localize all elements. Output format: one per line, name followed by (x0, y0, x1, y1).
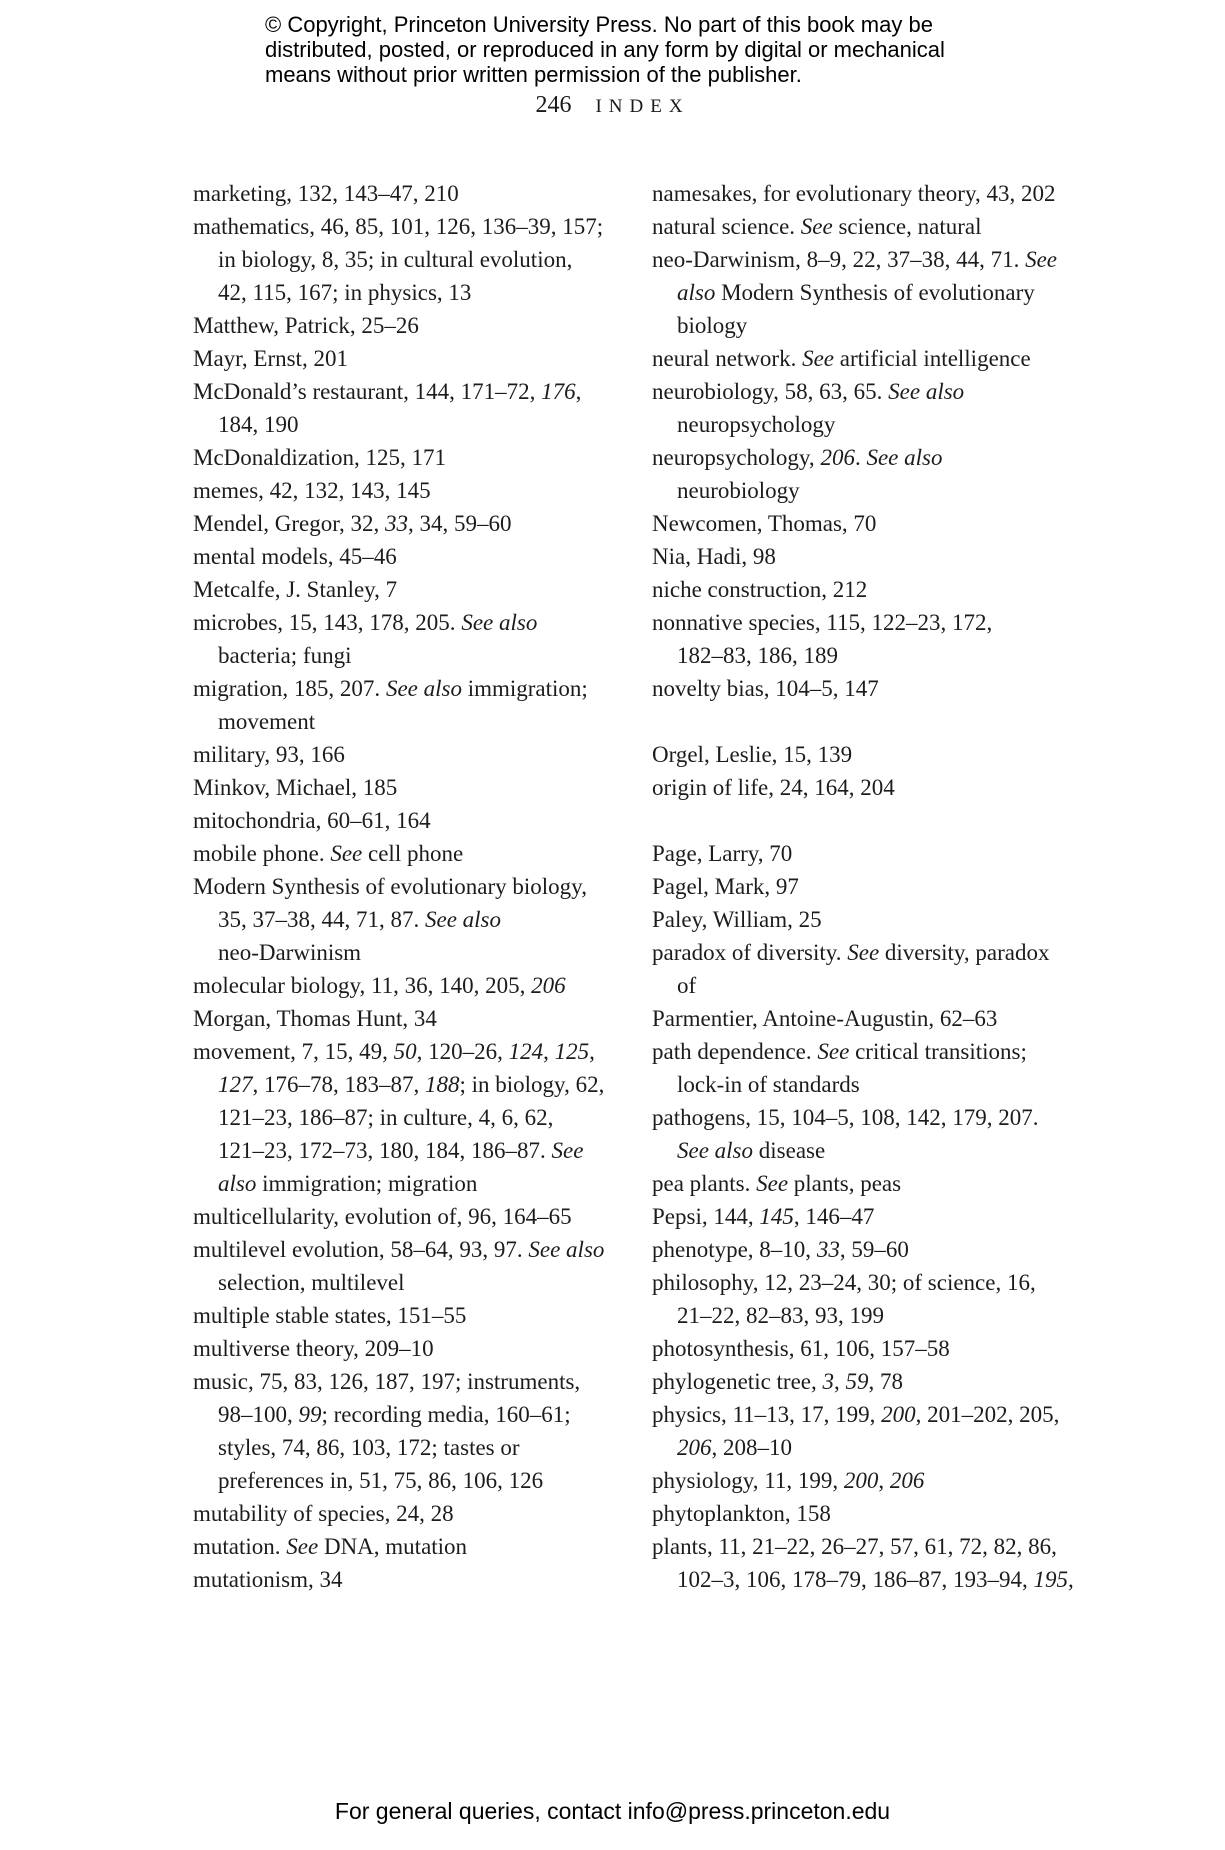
index-line: preferences in, 51, 75, 86, 106, 126 (218, 1468, 544, 1493)
index-line: McDonaldization, 125, 171 (193, 445, 446, 470)
index-line: Matthew, Patrick, 25–26 (193, 313, 419, 338)
copyright-notice (265, 12, 945, 87)
index-line: also Modern Synthesis of evolutionary (677, 280, 1035, 305)
index-line: 182–83, 186, 189 (677, 643, 838, 668)
index-line: mobile phone. See cell phone (193, 841, 464, 866)
index-line: marketing, 132, 143–47, 210 (193, 181, 459, 206)
index-line: Mendel, Gregor, 32, 33, 34, 59–60 (193, 511, 512, 536)
index-line: selection, multilevel (218, 1270, 405, 1295)
index-line: Mayr, Ernst, 201 (193, 346, 348, 371)
index-line: multiverse theory, 209–10 (193, 1336, 434, 1361)
index-line: namesakes, for evolutionary theory, 43, 202 (652, 181, 1056, 206)
footer-contact: For general queries, contact info@press.princeton.edu (334, 1798, 891, 1824)
index-line: phenotype, 8–10, 33, 59–60 (652, 1237, 909, 1262)
index-line: neurobiology, 58, 63, 65. See also (652, 379, 965, 404)
index-line: neurobiology (677, 478, 800, 503)
index-column-left (193, 177, 633, 1596)
index-line: paradox of diversity. See diversity, paradox (652, 940, 1050, 965)
page-header (0, 92, 1225, 119)
index-gap (652, 804, 1112, 837)
index-line: path dependence. See critical transitions; (652, 1039, 1027, 1064)
index-line: memes, 42, 132, 143, 145 (193, 478, 431, 503)
index-line: 121–23, 186–87; in culture, 4, 6, 62, (218, 1105, 554, 1130)
index-line: mathematics, 46, 85, 101, 126, 136–39, 157; (193, 214, 604, 239)
index-line: Page, Larry, 70 (652, 841, 793, 866)
index-line: neural network. See artificial intelligence (652, 346, 1031, 371)
page-number: 246 (535, 92, 572, 118)
index-line: Pagel, Mark, 97 (652, 874, 799, 899)
index-line: 21–22, 82–83, 93, 199 (677, 1303, 884, 1328)
index-line: neo-Darwinism (218, 940, 362, 965)
index-line: Minkov, Michael, 185 (193, 775, 398, 800)
index-line: mental models, 45–46 (193, 544, 397, 569)
index-line: Modern Synthesis of evolutionary biology, (193, 874, 587, 899)
index-line: mitochondria, 60–61, 164 (193, 808, 431, 833)
index-line: 42, 115, 167; in physics, 13 (218, 280, 472, 305)
index-line: movement, 7, 15, 49, 50, 120–26, 124, 125, (193, 1039, 595, 1064)
index-line: phytoplankton, 158 (652, 1501, 831, 1526)
index-line: 35, 37–38, 44, 71, 87. See also (218, 907, 502, 932)
index-line: natural science. See science, natural (652, 214, 982, 239)
index-line: 121–23, 172–73, 180, 184, 186–87. See (218, 1138, 584, 1163)
index-line: 102–3, 106, 178–79, 186–87, 193–94, 195, (677, 1567, 1074, 1592)
index-line: military, 93, 166 (193, 742, 345, 767)
index-line: also immigration; migration (218, 1171, 478, 1196)
index-line: migration, 185, 207. See also immigration; (193, 676, 588, 701)
index-line: See also disease (677, 1138, 826, 1163)
index-line: of (677, 973, 697, 998)
index-line: mutationism, 34 (193, 1567, 343, 1592)
index-line: novelty bias, 104–5, 147 (652, 676, 879, 701)
index-line: multicellularity, evolution of, 96, 164–65 (193, 1204, 572, 1229)
index-line: in biology, 8, 35; in cultural evolution, (218, 247, 573, 272)
index-line: phylogenetic tree, 3, 59, 78 (652, 1369, 904, 1394)
index-line: molecular biology, 11, 36, 140, 205, 206 (193, 973, 566, 998)
index-line: multiple stable states, 151–55 (193, 1303, 467, 1328)
index-line: pathogens, 15, 104–5, 108, 142, 179, 207. (652, 1105, 1039, 1130)
index-line: 206, 208–10 (677, 1435, 792, 1460)
index-line: Metcalfe, J. Stanley, 7 (193, 577, 398, 602)
index-line: McDonald’s restaurant, 144, 171–72, 176, (193, 379, 582, 404)
index-line: neo-Darwinism, 8–9, 22, 37–38, 44, 71. See (652, 247, 1057, 272)
index-line: Orgel, Leslie, 15, 139 (652, 742, 853, 767)
index-line: 127, 176–78, 183–87, 188; in biology, 62, (218, 1072, 605, 1097)
index-line: Pepsi, 144, 145, 146–47 (652, 1204, 875, 1229)
index-line: photosynthesis, 61, 106, 157–58 (652, 1336, 950, 1361)
index-column-right (652, 177, 1112, 1596)
index-line: styles, 74, 86, 103, 172; tastes or (218, 1435, 520, 1460)
index-line: niche construction, 212 (652, 577, 868, 602)
copyright-line: means without prior written permission of the publisher. (265, 62, 802, 87)
index-line: bacteria; fungi (218, 643, 352, 668)
index-line: philosophy, 12, 23–24, 30; of science, 16, (652, 1270, 1036, 1295)
index-line: 98–100, 99; recording media, 160–61; (218, 1402, 571, 1427)
index-line: pea plants. See plants, peas (652, 1171, 902, 1196)
index-line: physiology, 11, 199, 200, 206 (652, 1468, 925, 1493)
index-line: Newcomen, Thomas, 70 (652, 511, 877, 536)
index-line: plants, 11, 21–22, 26–27, 57, 61, 72, 82, 86, (652, 1534, 1057, 1559)
index-line: biology (677, 313, 748, 338)
index-line: Nia, Hadi, 98 (652, 544, 776, 569)
index-line: Morgan, Thomas Hunt, 34 (193, 1006, 437, 1031)
index-line: neuropsychology, 206. See also (652, 445, 943, 470)
index-line: Paley, William, 25 (652, 907, 822, 932)
index-title: INDEX (595, 96, 690, 117)
index-gap (652, 705, 1112, 738)
copyright-line: © Copyright, Princeton University Press. No part of this book may be (265, 12, 933, 37)
index-line: movement (218, 709, 316, 734)
index-line: physics, 11–13, 17, 199, 200, 201–202, 205, (652, 1402, 1060, 1427)
index-line: nonnative species, 115, 122–23, 172, (652, 610, 993, 635)
index-line: multilevel evolution, 58–64, 93, 97. See also (193, 1237, 605, 1262)
index-line: music, 75, 83, 126, 187, 197; instruments, (193, 1369, 581, 1394)
index-line: origin of life, 24, 164, 204 (652, 775, 895, 800)
copyright-line: distributed, posted, or reproduced in any form by digital or mechanical (265, 37, 945, 62)
index-line: lock-in of standards (677, 1072, 860, 1097)
index-line: microbes, 15, 143, 178, 205. See also (193, 610, 538, 635)
index-line: Parmentier, Antoine-Augustin, 62–63 (652, 1006, 998, 1031)
index-line: mutation. See DNA, mutation (193, 1534, 468, 1559)
index-line: neuropsychology (677, 412, 836, 437)
index-line: mutability of species, 24, 28 (193, 1501, 454, 1526)
index-line: 184, 190 (218, 412, 299, 437)
